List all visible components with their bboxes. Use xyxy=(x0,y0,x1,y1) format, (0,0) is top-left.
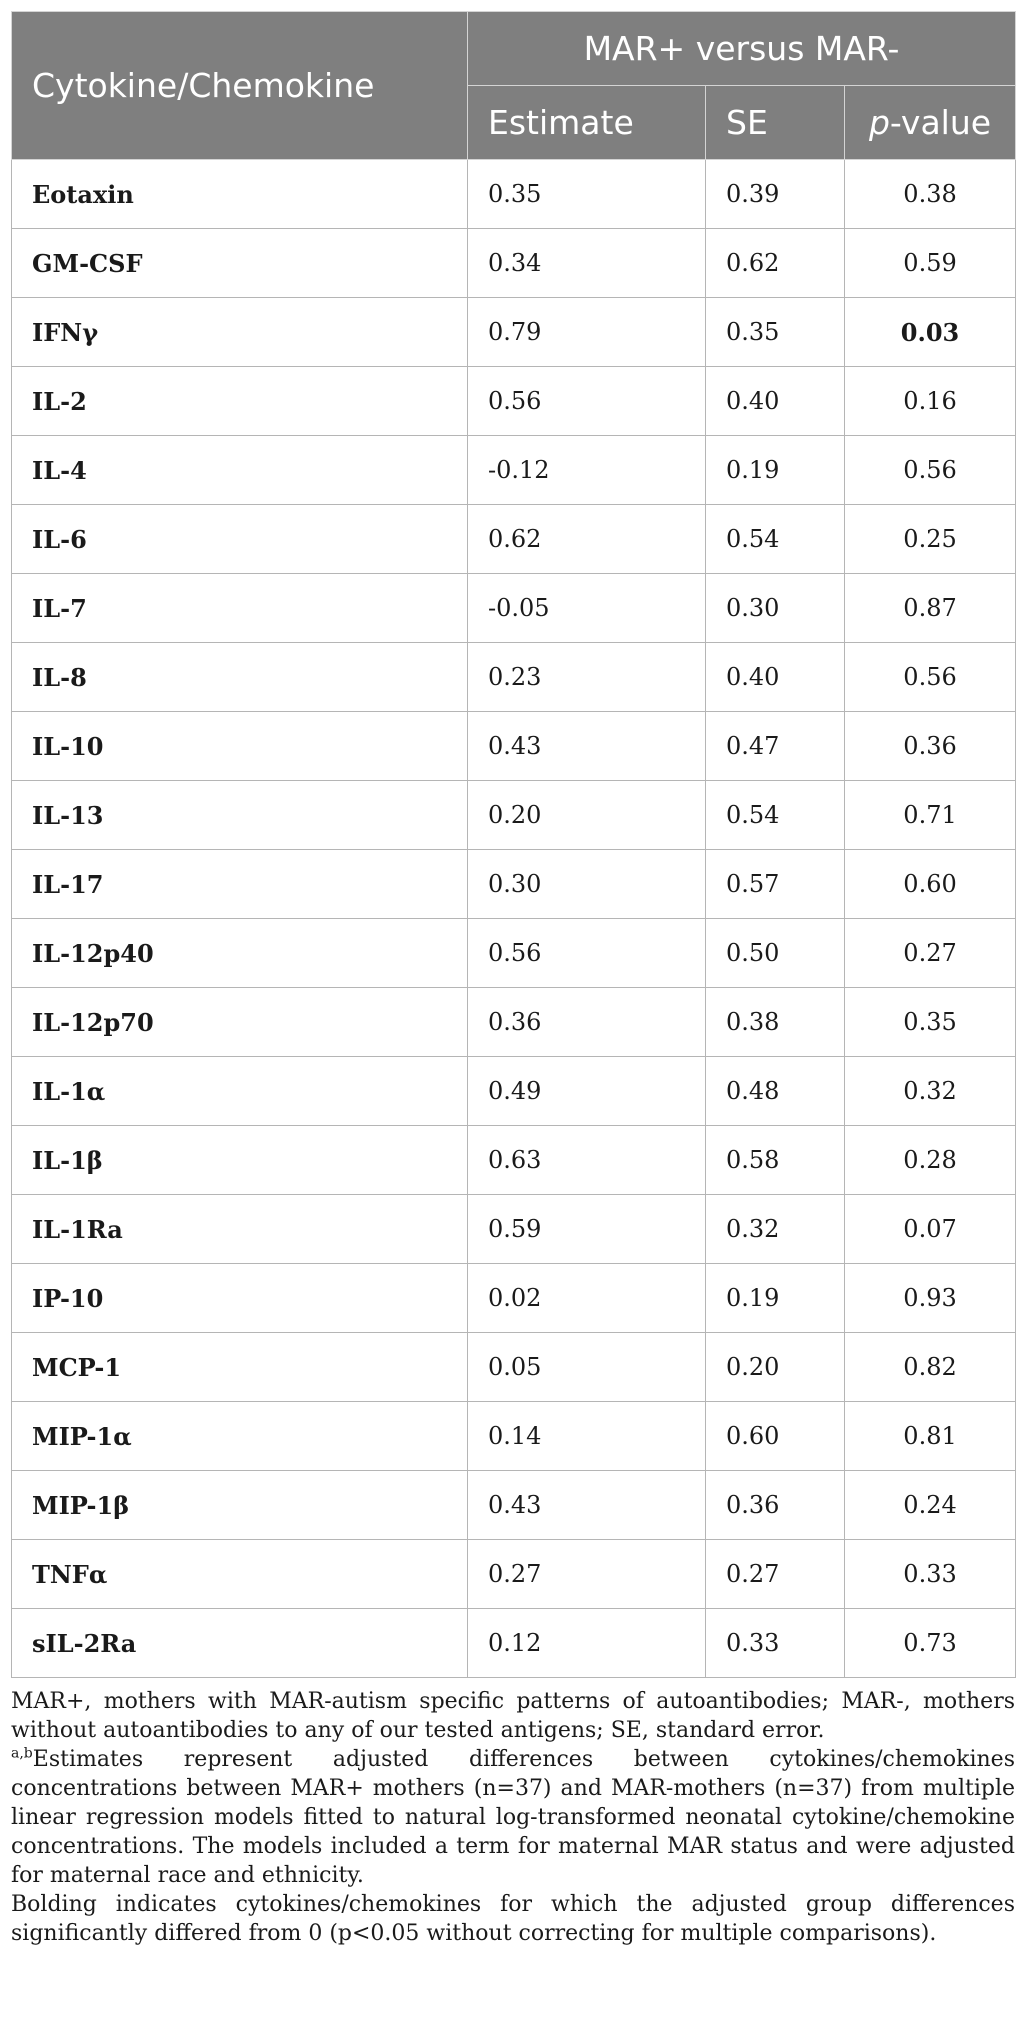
cell-name: MIP-1β xyxy=(12,1471,468,1540)
cell-se: 0.19 xyxy=(706,436,845,505)
cell-pvalue: 0.27 xyxy=(845,919,1016,988)
results-table xyxy=(11,11,1016,1678)
footnote-abbreviations: MAR+, mothers with MAR-autism specific patterns of autoantibodies; MAR-, mothers without autoantibodies to any of our tested antigens; SE, standard error. xyxy=(11,1689,1015,1743)
cell-estimate: -0.05 xyxy=(468,574,706,643)
cell-se: 0.62 xyxy=(706,229,845,298)
cell-estimate: 0.12 xyxy=(468,1609,706,1678)
table-row xyxy=(12,1264,1016,1333)
cell-name: IP-10 xyxy=(12,1264,468,1333)
table-row xyxy=(12,1402,1016,1471)
cell-name: Eotaxin xyxy=(12,160,468,229)
cell-pvalue: 0.87 xyxy=(845,574,1016,643)
table-row xyxy=(12,988,1016,1057)
header-se: SE xyxy=(706,86,845,160)
header-estimate: Estimate xyxy=(468,86,706,160)
cell-estimate: 0.43 xyxy=(468,1471,706,1540)
cell-name: MIP-1α xyxy=(12,1402,468,1471)
cell-name: IL-4 xyxy=(12,436,468,505)
table-row xyxy=(12,1609,1016,1678)
cell-name: IL-8 xyxy=(12,643,468,712)
cell-se: 0.27 xyxy=(706,1540,845,1609)
cell-estimate: 0.36 xyxy=(468,988,706,1057)
cell-estimate: 0.56 xyxy=(468,367,706,436)
cell-pvalue: 0.56 xyxy=(845,643,1016,712)
cell-pvalue: 0.81 xyxy=(845,1402,1016,1471)
cell-estimate: 0.34 xyxy=(468,229,706,298)
cell-se: 0.39 xyxy=(706,160,845,229)
cell-pvalue: 0.25 xyxy=(845,505,1016,574)
cell-se: 0.36 xyxy=(706,1471,845,1540)
table-header xyxy=(12,12,1016,160)
cell-pvalue: 0.33 xyxy=(845,1540,1016,1609)
cell-estimate: 0.35 xyxy=(468,160,706,229)
cell-se: 0.38 xyxy=(706,988,845,1057)
cell-se: 0.33 xyxy=(706,1609,845,1678)
cell-name: IL-1α xyxy=(12,1057,468,1126)
cell-name: IL-17 xyxy=(12,850,468,919)
cell-name: MCP-1 xyxy=(12,1333,468,1402)
cell-estimate: 0.62 xyxy=(468,505,706,574)
cell-se: 0.19 xyxy=(706,1264,845,1333)
cell-estimate: 0.49 xyxy=(468,1057,706,1126)
cell-estimate: 0.05 xyxy=(468,1333,706,1402)
cell-name: IL-2 xyxy=(12,367,468,436)
footnote-marker: a,b xyxy=(11,1745,33,1762)
cell-name: IL-1β xyxy=(12,1126,468,1195)
cell-estimate: 0.14 xyxy=(468,1402,706,1471)
cell-pvalue: 0.03 xyxy=(845,298,1016,367)
cell-se: 0.58 xyxy=(706,1126,845,1195)
cell-se: 0.30 xyxy=(706,574,845,643)
cell-name: IFNγ xyxy=(12,298,468,367)
cell-pvalue: 0.35 xyxy=(845,988,1016,1057)
table-row xyxy=(12,1471,1016,1540)
cell-se: 0.48 xyxy=(706,1057,845,1126)
table-row xyxy=(12,574,1016,643)
table-row xyxy=(12,643,1016,712)
cell-name: IL-13 xyxy=(12,781,468,850)
cell-pvalue: 0.24 xyxy=(845,1471,1016,1540)
cell-name: IL-10 xyxy=(12,712,468,781)
table-row xyxy=(12,919,1016,988)
cell-se: 0.57 xyxy=(706,850,845,919)
cell-estimate: 0.23 xyxy=(468,643,706,712)
cell-pvalue: 0.60 xyxy=(845,850,1016,919)
results-table-container xyxy=(11,11,1015,1678)
cell-pvalue: 0.16 xyxy=(845,367,1016,436)
cell-name: TNFα xyxy=(12,1540,468,1609)
table-row xyxy=(12,850,1016,919)
cell-se: 0.35 xyxy=(706,298,845,367)
table-row xyxy=(12,1540,1016,1609)
cell-pvalue: 0.07 xyxy=(845,1195,1016,1264)
table-row xyxy=(12,160,1016,229)
table-row xyxy=(12,505,1016,574)
cell-name: IL-1Ra xyxy=(12,1195,468,1264)
cell-se: 0.32 xyxy=(706,1195,845,1264)
cell-se: 0.60 xyxy=(706,1402,845,1471)
table-row xyxy=(12,1333,1016,1402)
cell-name: GM-CSF xyxy=(12,229,468,298)
cell-se: 0.54 xyxy=(706,781,845,850)
cell-pvalue: 0.36 xyxy=(845,712,1016,781)
cell-estimate: 0.20 xyxy=(468,781,706,850)
cell-pvalue: 0.93 xyxy=(845,1264,1016,1333)
cell-estimate: 0.59 xyxy=(468,1195,706,1264)
table-row xyxy=(12,367,1016,436)
cell-estimate: 0.63 xyxy=(468,1126,706,1195)
cell-pvalue: 0.82 xyxy=(845,1333,1016,1402)
header-row-1 xyxy=(12,12,1016,86)
table-row xyxy=(12,436,1016,505)
table-row xyxy=(12,229,1016,298)
cell-name: IL-12p70 xyxy=(12,988,468,1057)
cell-estimate: 0.56 xyxy=(468,919,706,988)
table-body xyxy=(12,160,1016,1678)
cell-pvalue: 0.28 xyxy=(845,1126,1016,1195)
table-row xyxy=(12,712,1016,781)
cell-name: sIL-2Ra xyxy=(12,1609,468,1678)
cell-pvalue: 0.73 xyxy=(845,1609,1016,1678)
table-row xyxy=(12,1057,1016,1126)
cell-name: IL-12p40 xyxy=(12,919,468,988)
header-pvalue-p: p xyxy=(868,103,890,142)
cell-se: 0.54 xyxy=(706,505,845,574)
table-row xyxy=(12,781,1016,850)
header-cytokine: Cytokine/Chemokine xyxy=(12,12,468,160)
cell-se: 0.40 xyxy=(706,367,845,436)
cell-estimate: 0.79 xyxy=(468,298,706,367)
cell-estimate: 0.27 xyxy=(468,1540,706,1609)
cell-se: 0.40 xyxy=(706,643,845,712)
cell-name: IL-7 xyxy=(12,574,468,643)
cell-se: 0.47 xyxy=(706,712,845,781)
cell-pvalue: 0.59 xyxy=(845,229,1016,298)
header-group: MAR+ versus MAR- xyxy=(468,12,1016,86)
table-footnotes xyxy=(11,1687,1015,1948)
table-row xyxy=(12,1126,1016,1195)
cell-pvalue: 0.56 xyxy=(845,436,1016,505)
footnote-bolding: Bolding indicates cytokines/chemokines for which the adjusted group differences significantly differed from 0 (p<0.05 without correcting for multiple comparisons). xyxy=(11,1892,1015,1946)
cell-pvalue: 0.71 xyxy=(845,781,1016,850)
table-row xyxy=(12,298,1016,367)
header-pvalue xyxy=(845,86,1016,160)
cell-pvalue: 0.32 xyxy=(845,1057,1016,1126)
cell-estimate: 0.43 xyxy=(468,712,706,781)
cell-pvalue: 0.38 xyxy=(845,160,1016,229)
footnote-estimates xyxy=(11,1745,1015,1890)
cell-estimate: 0.02 xyxy=(468,1264,706,1333)
cell-se: 0.50 xyxy=(706,919,845,988)
cell-name: IL-6 xyxy=(12,505,468,574)
cell-estimate: -0.12 xyxy=(468,436,706,505)
table-row xyxy=(12,1195,1016,1264)
cell-estimate: 0.30 xyxy=(468,850,706,919)
cell-se: 0.20 xyxy=(706,1333,845,1402)
header-pvalue-rest: -value xyxy=(889,103,992,142)
footnote-estimates-text: Estimates represent adjusted differences between cytokines/chemokines concentrations between MAR+ mothers (n=37) and MAR-mothers (n=37) from multiple linear regression models fitted to natural log-transformed neonatal cytokine/chemokine concentrations. The models included a term for maternal MAR status and were adjusted for maternal race and ethnicity. xyxy=(11,1747,1015,1888)
